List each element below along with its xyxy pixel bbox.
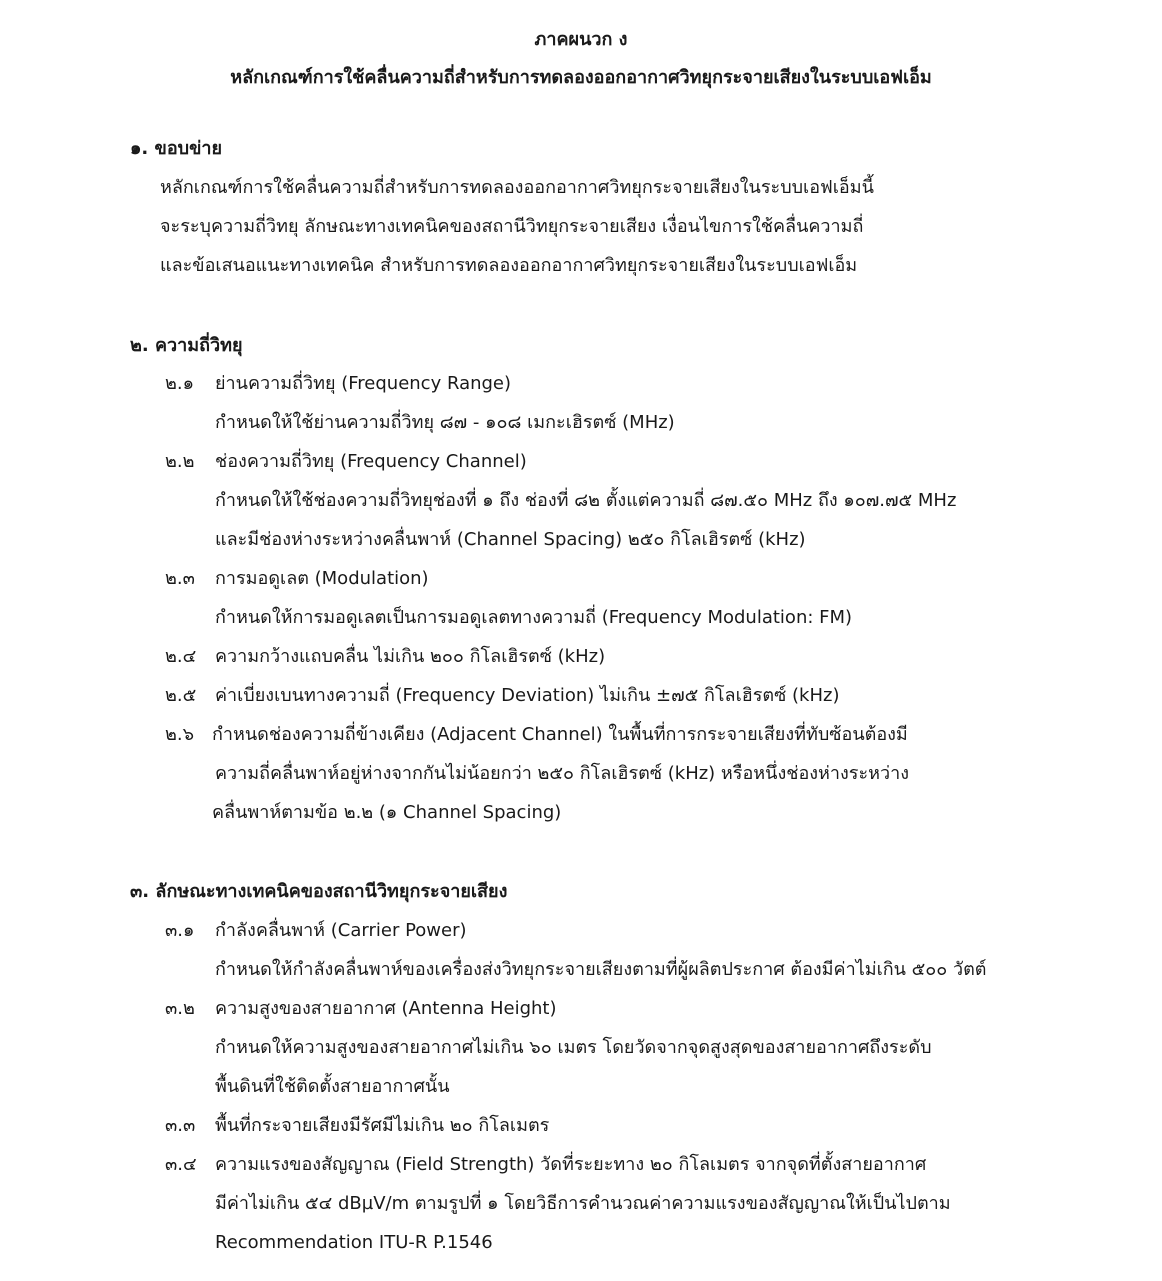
section-1-body-line: จะระบุความถี่วิทยุ ลักษณะทางเทคนิคของสถานีวิทยุกระจายเสียง เงื่อนไขการใช้คลื่นความถี่ — [160, 216, 864, 237]
item-2-6-line: คลื่นพาห์ตามข้อ ๒.๒ (๑ Channel Spacing) — [212, 802, 562, 823]
item-2-4-line: ความกว้างแถบคลื่น ไม่เกิน ๒๐๐ กิโลเฮิรตซ์ (kHz) — [215, 646, 606, 667]
item-2-5-line: ค่าเบี่ยงเบนทางความถี่ (Frequency Deviation) ไม่เกิน ±๗๕ กิโลเฮิรตซ์ (kHz) — [215, 685, 840, 706]
section-1-heading: ๑. ขอบข่าย — [130, 138, 223, 159]
item-3-4-number: ๓.๔ — [165, 1154, 197, 1175]
item-3-2-line: พื้นดินที่ใช้ติดตั้งสายอากาศนั้น — [215, 1076, 450, 1097]
item-3-1-number: ๓.๑ — [165, 920, 195, 941]
item-2-6-line: ความถี่คลื่นพาห์อยู่ห่างจากกันไม่น้อยกว่า ๒๕๐ กิโลเฮิรตซ์ (kHz) หรือหนึ่งช่องห่างระหว่าง — [215, 763, 910, 784]
item-2-2-number: ๒.๒ — [165, 451, 195, 472]
section-1-body-line: และข้อเสนอแนะทางเทคนิค สำหรับการทดลองออกอากาศวิทยุกระจายเสียงในระบบเอฟเอ็ม — [160, 255, 858, 276]
item-3-4-line: มีค่าไม่เกิน ๕๔ dBµV/m ตามรูปที่ ๑ โดยวิธีการคำนวณค่าความแรงของสัญญาณให้เป็นไปตาม — [215, 1193, 951, 1214]
item-2-2-line: ช่องความถี่วิทยุ (Frequency Channel) — [215, 451, 527, 472]
item-2-2-line: กำหนดให้ใช้ช่องความถี่วิทยุช่องที่ ๑ ถึง ช่องที่ ๘๒ ตั้งแต่ความถี่ ๘๗.๕๐ MHz ถึง ๑๐๗.๗๕ MHz — [215, 490, 957, 511]
item-2-1-line: กำหนดให้ใช้ย่านความถี่วิทยุ ๘๗ - ๑๐๘ เมกะเฮิรตซ์ (MHz) — [215, 412, 675, 433]
item-3-1-line: กำหนดให้กำลังคลื่นพาห์ของเครื่องส่งวิทยุกระจายเสียงตามที่ผู้ผลิตประกาศ ต้องมีค่าไม่เกิน ๕๐๐ วัตต์ — [215, 959, 987, 980]
item-3-2-number: ๓.๒ — [165, 998, 195, 1019]
item-3-4-line: Recommendation ITU-R P.1546 — [215, 1232, 493, 1253]
item-2-6-number: ๒.๖ — [165, 724, 195, 745]
item-2-3-line: การมอดูเลต (Modulation) — [215, 568, 429, 589]
section-3-heading: ๓. ลักษณะทางเทคนิคของสถานีวิทยุกระจายเสียง — [130, 881, 508, 902]
item-2-1-line: ย่านความถี่วิทยุ (Frequency Range) — [215, 373, 512, 394]
main-title: หลักเกณฑ์การใช้คลื่นความถี่สำหรับการทดลองออกอากาศวิทยุกระจายเสียงในระบบเอฟเอ็ม — [230, 67, 932, 88]
item-2-4-number: ๒.๔ — [165, 646, 197, 667]
item-2-2-line: และมีช่องห่างระหว่างคลื่นพาห์ (Channel Spacing) ๒๕๐ กิโลเฮิรตซ์ (kHz) — [215, 529, 806, 550]
section-2-heading: ๒. ความถี่วิทยุ — [130, 335, 243, 356]
section-1-body-line: หลักเกณฑ์การใช้คลื่นความถี่สำหรับการทดลองออกอากาศวิทยุกระจายเสียงในระบบเอฟเอ็มนี้ — [160, 177, 874, 198]
item-3-4-line: ความแรงของสัญญาณ (Field Strength) วัดที่ระยะทาง ๒๐ กิโลเมตร จากจุดที่ตั้งสายอากาศ — [215, 1154, 927, 1175]
item-2-5-number: ๒.๕ — [165, 685, 197, 706]
item-2-6-line: กำหนดช่องความถี่ข้างเคียง (Adjacent Channel) ในพื้นที่การกระจายเสียงที่ทับซ้อนต้องมี — [212, 724, 908, 745]
item-3-1-line: กำลังคลื่นพาห์ (Carrier Power) — [215, 920, 467, 941]
item-3-2-line: กำหนดให้ความสูงของสายอากาศไม่เกิน ๖๐ เมตร โดยวัดจากจุดสูงสุดของสายอากาศถึงระดับ — [215, 1037, 932, 1058]
item-2-1-number: ๒.๑ — [165, 373, 195, 394]
item-3-2-line: ความสูงของสายอากาศ (Antenna Height) — [215, 998, 557, 1019]
item-2-3-line: กำหนดให้การมอดูเลตเป็นการมอดูเลตทางความถี่ (Frequency Modulation: FM) — [215, 607, 853, 628]
item-3-3-number: ๓.๓ — [165, 1115, 196, 1136]
item-2-3-number: ๒.๓ — [165, 568, 195, 589]
item-3-3-line: พื้นที่กระจายเสียงมีรัศมีไม่เกิน ๒๐ กิโลเมตร — [215, 1115, 550, 1136]
appendix-title: ภาคผนวก ง — [534, 29, 628, 50]
